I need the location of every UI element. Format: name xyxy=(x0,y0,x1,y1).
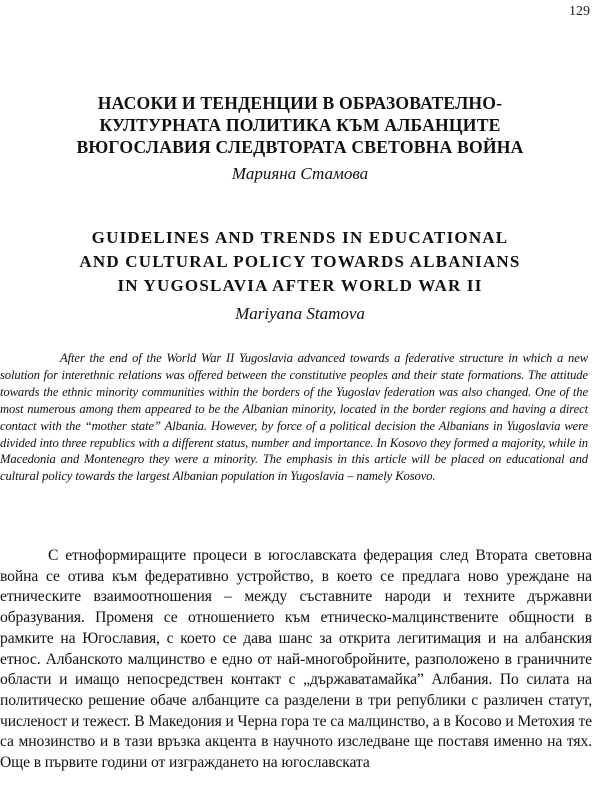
english-title-line-2: AND CULTURAL POLICY TOWARDS ALBANIANS xyxy=(79,252,521,271)
bulgarian-title xyxy=(0,92,600,158)
english-title-line-1: GUIDELINES AND TRENDS IN EDUCATIONAL xyxy=(91,228,509,247)
bulgarian-title-line-3: ВЮГОСЛАВИЯ СЛЕДВТОРАТА СВЕТОВНА ВОЙНА xyxy=(76,137,524,157)
bulgarian-title-line-1: НАСОКИ И ТЕНДЕНЦИИ В ОБРАЗОВАТЕЛНО- xyxy=(97,93,503,113)
page-number: 129 xyxy=(569,4,590,19)
bulgarian-author: Марияна Стамова xyxy=(231,164,369,183)
abstract-paragraph: After the end of the World War II Yugoslavia advanced towards a federative structure in which a new solution for interethnic relations was offered between the constitutive peoples and their state formations. The attitude towards the ethnic minority communities within the borders of the Yugoslav federation was also changed. One of the most numerous among them appeared to be the Albanian minority, located in the border regions and having a direct contact with the “mother state” Albania. However, by force of a political decision the Albanians in Yugoslavia were divided into three republics with a different status, number and importance. In Kosovo they formed a majority, while in Macedonia and Montenegro they were a minority. The emphasis in this article will be placed on educational and cultural policy towards the largest Albanian population in Yugoslavia – namely Kosovo. xyxy=(0,351,588,484)
english-title xyxy=(0,226,600,298)
body-paragraph: С етноформиращите процеси в югославската федерация след Втората световна война се отива към федеративно устройство, в което се предлага ново уреждане на етническите взаимоотношения – между съставните народи и техните държавни образувания. Променя се отношението към етническо-малцинствените общности в рамките на Югославия, с което се дава шанс за открита легитимация и на албанския етнос. Албанското малцинство е едно от най-многобройните, разположено в граничните области и имащо непосредствен контакт с „държаватамайка” Албания. По силата на политическо решение обаче албанците са разделени в три републики с различен статут, численост и тежест. В Македония и Черна гора те са малцинство, а в Косово и Метохия те са мнозинство и в тази връзка акцента в научното изследване ще поставя именно на тях. Още в първите години от изграждането на югославската xyxy=(0,547,592,772)
bulgarian-title-line-2: КУЛТУРНАТА ПОЛИТИКА КЪМ АЛБАНЦИТЕ xyxy=(99,115,501,135)
english-author: Mariyana Stamova xyxy=(235,304,365,323)
english-title-line-3: IN YUGOSLAVIA AFTER WORLD WAR II xyxy=(117,276,483,295)
